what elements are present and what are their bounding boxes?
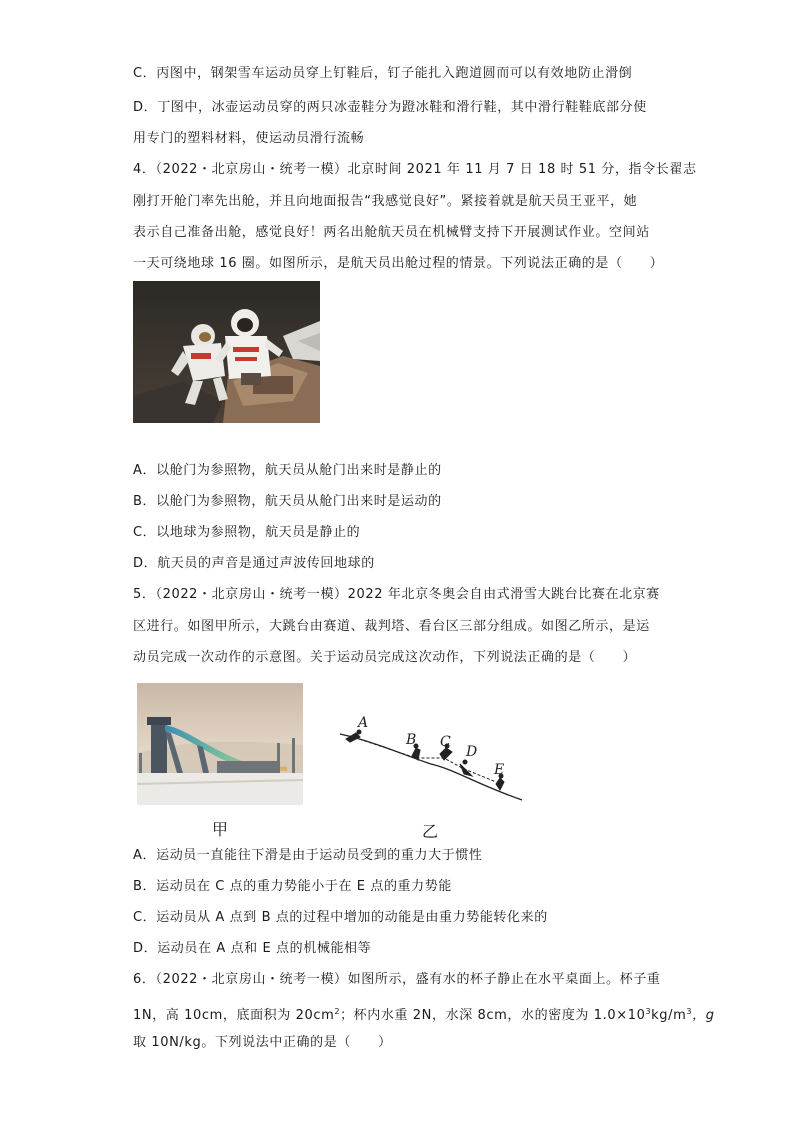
q6-line2-part-d: ，g [692, 1008, 715, 1023]
q6-line2-part-c: kg/m [651, 1008, 687, 1023]
big-air-venue-photo [137, 683, 303, 805]
point-label-b: B [406, 732, 417, 748]
q6-sup-density-exp: 3 [645, 1007, 652, 1016]
q5-option-d: D．运动员在 A 点和 E 点的机械能相等 [133, 941, 372, 956]
q6-line2-part-b: ；杯内水重 2N，水深 8cm，水的密度为 1.0×10 [340, 1008, 646, 1023]
q5-stem-line1: 5．（2022・北京房山・统考一模）2022 年北京冬奥会自由式滑雪大跳台比赛在北京赛 [133, 587, 660, 602]
q4-stem-line1: 4．（2022・北京房山・统考一模）北京时间 2021 年 11 月 7 日 18 时 51 分，指令长翟志 [133, 162, 697, 177]
q3-option-d-line1: D．丁图中，冰壶运动员穿的两只冰壶鞋分为蹬冰鞋和滑行鞋，其中滑行鞋鞋底部分使 [133, 100, 647, 115]
q4-option-b: B．以舱门为参照物，航天员从舱门出来时是运动的 [133, 494, 442, 509]
q6-line2-part-a: 1N，高 10cm，底面积为 20cm [133, 1008, 335, 1023]
q6-stem-line2 [133, 1004, 715, 1024]
q6-sup-volume: 3 [686, 1007, 693, 1016]
caption-yi: 乙 [422, 822, 439, 841]
astronaut-photo [133, 281, 320, 423]
point-label-d: D [466, 744, 478, 760]
q5-stem-line3: 动员完成一次动作的示意图。关于运动员完成这次动作，下列说法正确的是（ ） [133, 650, 637, 665]
q5-option-b: B．运动员在 C 点的重力势能小于在 E 点的重力势能 [133, 879, 452, 894]
point-label-e: E [494, 762, 505, 778]
q6-stem-line3: 取 10N/kg。下列说法中正确的是（ ） [133, 1035, 392, 1050]
q5-stem-line2: 区进行。如图甲所示，大跳台由赛道、裁判塔、看台区三部分组成。如图乙所示，是运 [133, 619, 650, 634]
caption-jia: 甲 [212, 820, 229, 839]
q5-option-c: C．运动员从 A 点到 B 点的过程中增加的动能是由重力势能转化来的 [133, 910, 548, 925]
q3-option-c: C．丙图中，钢架雪车运动员穿上钉鞋后，钉子能扎入跑道圆而可以有效地防止滑倒 [133, 66, 633, 81]
q5-option-a: A．运动员一直能往下滑是由于运动员受到的重力大于惯性 [133, 848, 483, 863]
point-label-a: A [358, 715, 369, 731]
q4-stem-line4: 一天可绕地球 16 圈。如图所示，是航天员出舱过程的情景。下列说法正确的是（ ） [133, 256, 664, 271]
ski-jump-motion-diagram [336, 712, 522, 806]
q3-option-d-line2: 用专门的塑料材料，使运动员滑行流畅 [133, 131, 365, 146]
q4-stem-line2: 刚打开舱门率先出舱，并且向地面报告“我感觉良好”。紧接着就是航天员王亚平，她 [133, 194, 638, 209]
q4-option-d: D．航天员的声音是通过声波传回地球的 [133, 556, 375, 571]
q4-stem-line3: 表示自己准备出舱，感觉良好！两名出舱航天员在机械臂支持下开展测试作业。空间站 [133, 225, 650, 240]
q6-sup-area: 2 [334, 1007, 341, 1016]
q6-stem-line1: 6．（2022・北京房山・统考一模）如图所示，盛有水的杯子静止在水平桌面上。杯子重 [133, 972, 661, 987]
q4-option-c: C．以地球为参照物，航天员是静止的 [133, 525, 361, 540]
q4-option-a: A．以舱门为参照物，航天员从舱门出来时是静止的 [133, 463, 442, 478]
point-label-c: C [440, 734, 451, 750]
